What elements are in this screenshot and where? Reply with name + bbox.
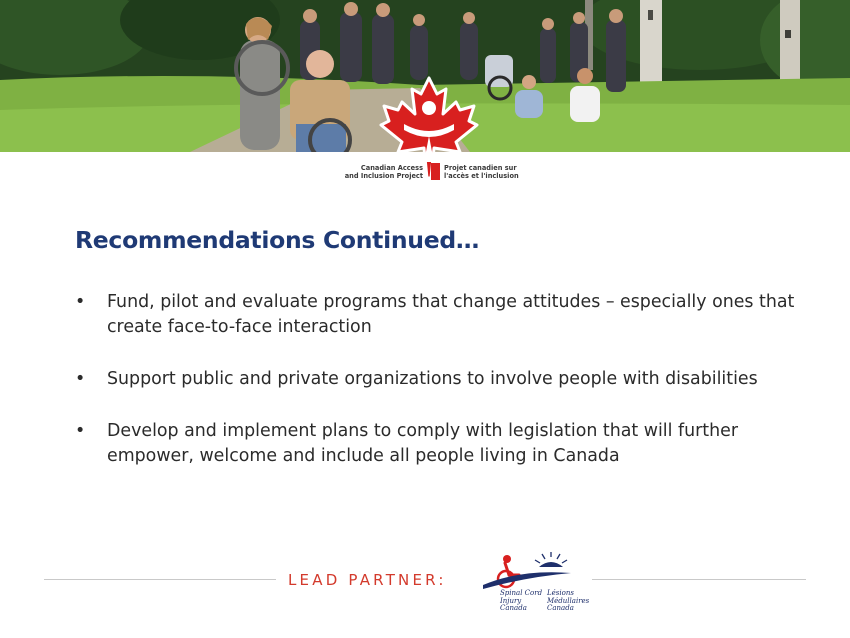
partner-name-french-line1: Lésions xyxy=(547,589,574,597)
recommendation-text: Develop and implement plans to comply with legislation that will further empower, welcome and include all people living in Canada xyxy=(107,421,738,466)
logo-name-french-line1: Projet canadien sur xyxy=(444,164,517,172)
partner-name-english-line3: Canada xyxy=(500,604,527,612)
partner-name-english-line1: Spinal Cord xyxy=(500,589,543,597)
partner-name-french-line3: Canada xyxy=(547,604,574,612)
logo-name-french-line2: l'accès et l'inclusion xyxy=(444,172,519,180)
recommendation-item xyxy=(75,419,815,469)
logo-name-english-line1: Canadian Access xyxy=(360,164,423,172)
logo-name-french xyxy=(444,164,519,180)
bullet-marker: • xyxy=(75,369,86,389)
bullet-marker: • xyxy=(75,292,86,312)
partner-name-english-line2: Injury xyxy=(500,596,522,605)
bullet-marker: • xyxy=(75,421,86,441)
slide-title: Recommendations Continued… xyxy=(75,226,480,254)
partner-name-english xyxy=(500,590,542,613)
footer-divider-left xyxy=(44,579,276,580)
recommendation-item xyxy=(75,367,815,392)
recommendation-item xyxy=(75,290,815,340)
partner-name-french-line2: Médullaires xyxy=(547,596,590,605)
logo-name-english-line2: and Inclusion Project xyxy=(344,172,423,180)
footer-divider-right xyxy=(592,579,806,580)
logo-divider-bar xyxy=(431,163,440,180)
lead-partner-label: LEAD PARTNER: xyxy=(288,571,447,589)
recommendation-text: Fund, pilot and evaluate programs that change attitudes – especially ones that create face-to-face interaction xyxy=(107,292,795,337)
logo-name-english xyxy=(345,164,423,180)
recommendation-text: Support public and private organizations to involve people with disabilities xyxy=(107,369,758,389)
recommendation-list xyxy=(75,290,815,496)
partner-name-french xyxy=(547,590,589,613)
spinal-cord-injury-canada-logo-icon xyxy=(481,551,581,591)
